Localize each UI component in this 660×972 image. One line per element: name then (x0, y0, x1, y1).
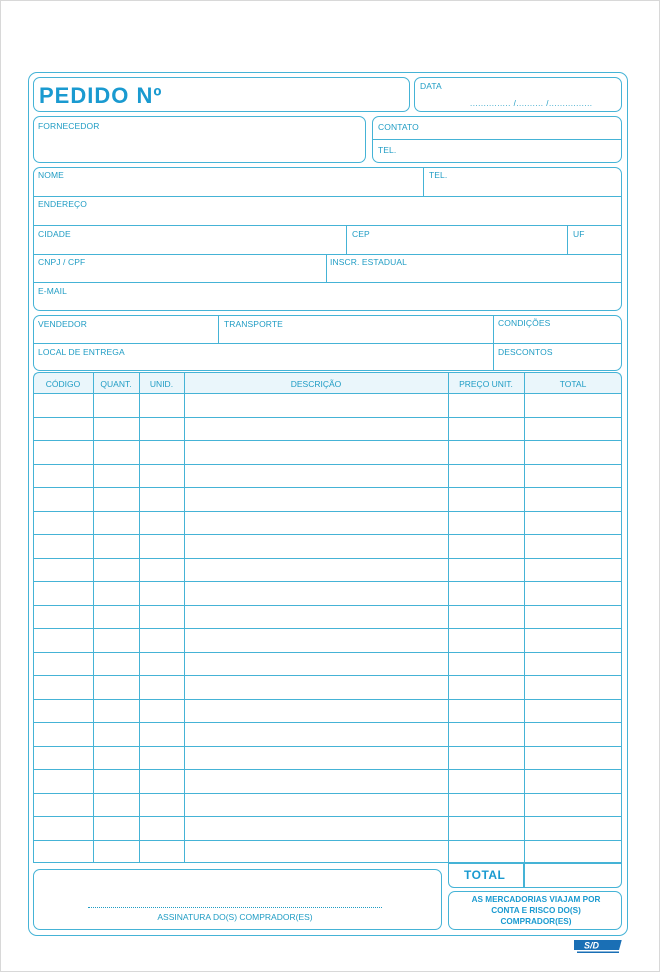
col-divider-3 (184, 372, 185, 863)
col-header-descricao: DESCRIÇÃO (290, 379, 342, 389)
customer-inscr-divider (326, 254, 327, 282)
uf-label: UF (573, 229, 585, 239)
table-row-line (33, 722, 622, 723)
cidade-label: CIDADE (38, 229, 71, 239)
cep-label: CEP (352, 229, 370, 239)
contact-tel-label: TEL. (378, 145, 397, 155)
delivery-row-line (33, 343, 622, 344)
date-label: DATA (420, 81, 442, 91)
svg-text:S/D: S/D (584, 940, 600, 951)
sd-logo (574, 939, 622, 955)
table-row-line (33, 464, 622, 465)
col-divider-5 (524, 372, 525, 863)
date-placeholder: ............... /.......... /................ (470, 99, 593, 108)
total-value-box (524, 863, 622, 888)
signature-line (88, 907, 382, 908)
customer-uf-divider (567, 225, 568, 254)
order-title: PEDIDO Nº (39, 83, 163, 108)
customer-tel-label: TEL. (429, 170, 448, 180)
delivery-conditions-divider (493, 315, 494, 371)
customer-box (33, 167, 622, 311)
table-row-line (33, 675, 622, 676)
transporte-label: TRANSPORTE (224, 319, 283, 329)
delivery-transport-divider (218, 315, 219, 343)
table-row-line (33, 487, 622, 488)
email-label: E-MAIL (38, 286, 67, 296)
condicoes-label: CONDIÇÕES (498, 318, 551, 328)
table-row-line (33, 440, 622, 441)
col-header-preco: PREÇO UNIT. (459, 379, 513, 389)
customer-row-line-2 (33, 225, 622, 226)
inscr-label: INSCR. ESTADUAL (330, 257, 407, 267)
contact-divider (372, 139, 622, 140)
table-row-line (33, 840, 622, 841)
table-row-line (33, 793, 622, 794)
table-row-line (33, 558, 622, 559)
contato-label: CONTATO (378, 122, 419, 132)
table-row-line (33, 511, 622, 512)
signature-label: ASSINATURA DO(S) COMPRADOR(ES) (157, 912, 313, 922)
table-row-line (33, 652, 622, 653)
table-row-line (33, 699, 622, 700)
table-row-line (33, 746, 622, 747)
descontos-label: DESCONTOS (498, 347, 553, 357)
customer-row-line-3 (33, 254, 622, 255)
col-header-quant: QUANT. (100, 379, 132, 389)
vendedor-label: VENDEDOR (38, 319, 87, 329)
customer-row-line-1 (33, 196, 622, 197)
customer-row-line-4 (33, 282, 622, 283)
table-header-line (33, 393, 622, 394)
table-row-line (33, 417, 622, 418)
col-divider-2 (139, 372, 140, 863)
col-divider-1 (93, 372, 94, 863)
col-header-total: TOTAL (559, 379, 587, 389)
fornecedor-label: FORNECEDOR (38, 121, 100, 131)
notice-text: AS MERCADORIAS VIAJAM POR CONTA E RISCO DO(S) COMPRADOR(ES) (471, 895, 601, 926)
local-entrega-label: LOCAL DE ENTREGA (38, 347, 125, 357)
table-row-line (33, 581, 622, 582)
col-divider-4 (448, 372, 449, 863)
cnpj-label: CNPJ / CPF (38, 257, 86, 267)
endereco-label: ENDEREÇO (38, 199, 87, 209)
table-row-line (33, 534, 622, 535)
customer-tel-divider (423, 167, 424, 196)
table-row-line (33, 769, 622, 770)
table-row-line (33, 605, 622, 606)
items-table (33, 372, 622, 863)
nome-label: NOME (38, 170, 64, 180)
col-header-codigo: CÓDIGO (45, 379, 81, 389)
customer-cep-divider (346, 225, 347, 254)
total-label: TOTAL (464, 868, 506, 882)
table-row-line (33, 628, 622, 629)
table-row-line (33, 816, 622, 817)
col-header-unid: UNID. (149, 379, 174, 389)
